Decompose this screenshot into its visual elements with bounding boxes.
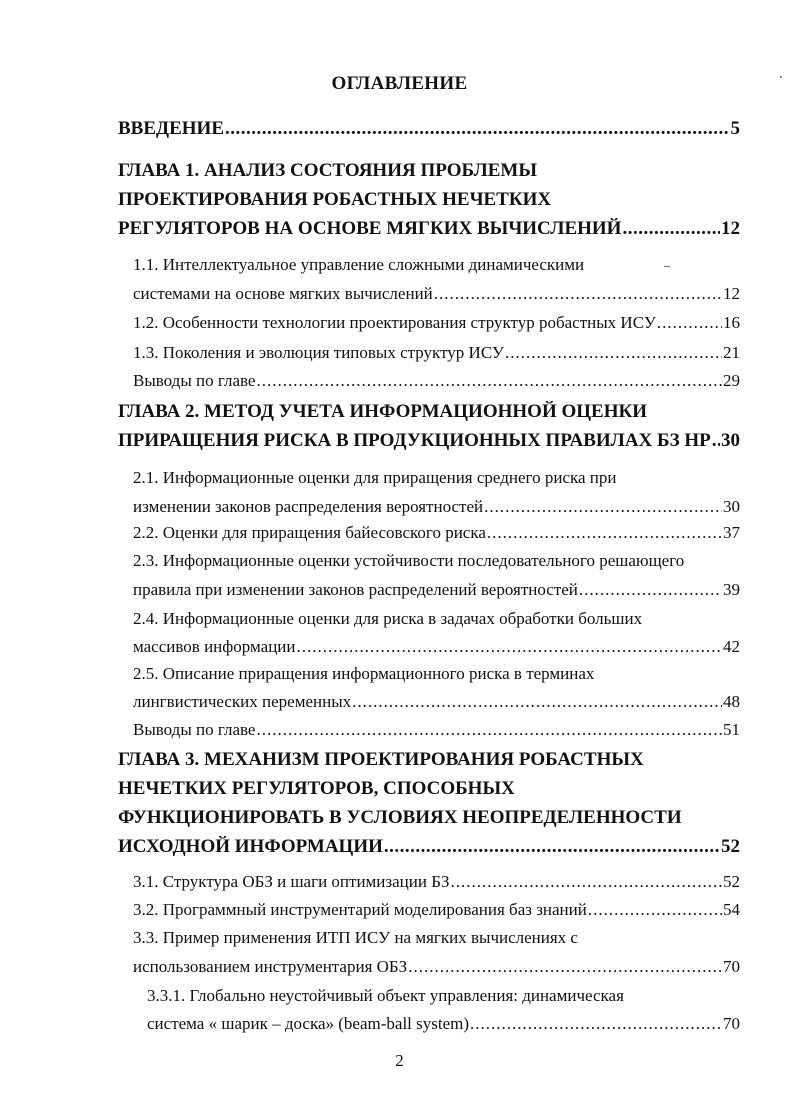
toc-entry-title: 2.4. Информационные оценки для риска в задачах обработки больших — [133, 609, 643, 628]
toc-entry-line — [118, 189, 740, 211]
toc-entry-title: 3.2. Программный инструментарий моделирования баз знаний — [133, 900, 587, 919]
dot-leader — [487, 523, 722, 543]
toc-entry-title: ИСХОДНОЙ ИНФОРМАЦИИ — [118, 836, 383, 857]
toc-entry — [118, 430, 740, 452]
toc-entry-title: ГЛАВА 1. АНАЛИЗ СОСТОЯНИЯ ПРОБЛЕМЫ — [118, 160, 538, 181]
toc-entry-title: 1.2. Особенности технологии проектирования структур робастных ИСУ — [133, 313, 656, 332]
dot-leader — [384, 836, 720, 858]
toc-entry-title: 1.3. Поколения и эволюция типовых структур ИСУ — [133, 343, 504, 362]
toc-entry-line — [133, 255, 740, 275]
toc-entry-title: система « шарик – доска» (beam-ball system) — [147, 1014, 470, 1033]
toc-entry-line — [118, 778, 740, 800]
toc-page-number: 37 — [723, 523, 740, 542]
toc-entry — [118, 836, 740, 858]
dot-leader — [470, 1014, 722, 1034]
toc-entry-line — [133, 664, 740, 684]
toc-entry-title: ФУНКЦИОНИРОВАТЬ В УСЛОВИЯХ НЕОПРЕДЕЛЕННОСТИ — [118, 807, 682, 828]
toc-page-number: 29 — [723, 371, 740, 390]
toc-entry-title: лингвистических переменных — [133, 692, 352, 711]
toc-page-number: 52 — [723, 872, 740, 891]
toc-entry-title: ПРОЕКТИРОВАНИЯ РОБАСТНЫХ НЕЧЕТКИХ — [118, 189, 552, 210]
toc-entry — [133, 580, 740, 600]
toc-entry-line — [147, 986, 740, 1006]
toc-entry-line — [133, 468, 740, 488]
toc-entry — [133, 720, 740, 740]
toc-entry-line — [118, 807, 740, 829]
dot-leader — [712, 430, 720, 452]
dot-leader — [450, 872, 722, 892]
toc-entry-title: изменении законов распределения вероятностей — [133, 497, 484, 516]
dot-leader — [297, 637, 723, 657]
toc-entry — [133, 872, 740, 892]
toc-entry-title: массивов информации — [133, 637, 296, 656]
toc-entry-title: 1.1. Интеллектуальное управление сложными динамическими — [133, 255, 585, 274]
toc-entry — [118, 118, 740, 140]
toc-page-number: 39 — [723, 580, 740, 599]
toc-page-number: 48 — [723, 692, 740, 711]
toc-entry — [133, 343, 740, 363]
toc-entry — [147, 1014, 740, 1034]
toc-page-number: 52 — [721, 836, 740, 857]
toc-entry-line — [133, 551, 740, 571]
toc-entry — [133, 497, 740, 517]
dot-leader — [256, 720, 722, 740]
toc-entry-line — [133, 928, 740, 948]
toc-entry — [133, 284, 740, 304]
toc-entry-title: 2.2. Оценки для приращения байесовского риска — [133, 523, 486, 542]
toc-page-number: 12 — [723, 284, 740, 303]
toc-entry-title: ВВЕДЕНИЕ — [118, 118, 224, 139]
toc-entry-title: ГЛАВА 2. МЕТОД УЧЕТА ИНФОРМАЦИОННОЙ ОЦЕНКИ — [118, 401, 648, 422]
toc-page-number: 12 — [721, 218, 740, 239]
dot-leader — [579, 580, 722, 600]
dot-leader — [434, 284, 722, 304]
dot-leader — [505, 343, 722, 363]
toc-entry — [133, 523, 740, 543]
toc-entry-title: Выводы по главе — [133, 371, 256, 390]
toc-entry — [133, 371, 740, 391]
page-title: ОГЛАВЛЕНИЕ — [331, 73, 468, 94]
toc-entry-title: Выводы по главе — [133, 720, 256, 739]
toc-entry-line — [133, 609, 740, 629]
toc-page-number: 51 — [723, 720, 740, 739]
toc-entry-line — [118, 401, 740, 423]
dot-leader — [408, 957, 722, 977]
toc-entry-line — [118, 160, 740, 182]
toc-entry-title: системами на основе мягких вычислений — [133, 284, 433, 303]
toc-page-number: 16 — [723, 313, 740, 332]
toc-page-number: 30 — [723, 497, 740, 516]
toc-page-number: 70 — [723, 1014, 740, 1033]
toc-page-number: 30 — [721, 430, 740, 451]
toc-page-number: 42 — [723, 637, 740, 656]
toc-entry-title: 3.3. Пример применения ИТП ИСУ на мягких вычислениях с — [133, 928, 578, 947]
toc-entry — [118, 218, 740, 240]
toc-entry-title: ПРИРАЩЕНИЯ РИСКА В ПРОДУКЦИОННЫХ ПРАВИЛАХ БЗ НР — [118, 430, 711, 451]
toc-entry — [133, 957, 740, 977]
page-number: 2 — [395, 1051, 404, 1070]
scan-speck — [780, 76, 782, 78]
dot-leader — [622, 218, 720, 240]
toc-entry-title: 2.5. Описание приращения информационного риска в терминах — [133, 664, 595, 683]
dot-leader — [657, 313, 722, 333]
toc-entry-title: 2.3. Информационные оценки устойчивости последовательного решающего — [133, 551, 685, 570]
toc-entry-title: правила при изменении законов распределений вероятностей — [133, 580, 578, 599]
toc-entry-title: 3.1. Структура ОБЗ и шаги оптимизации БЗ — [133, 872, 450, 891]
toc-entry — [133, 313, 740, 333]
toc-entry-title: НЕЧЕТКИХ РЕГУЛЯТОРОВ, СПОСОБНЫХ — [118, 778, 515, 799]
dot-leader — [484, 497, 722, 517]
toc-page-number: 5 — [730, 118, 740, 139]
toc-entry — [133, 637, 740, 657]
toc-entry-title: ГЛАВА 3. МЕХАНИЗМ ПРОЕКТИРОВАНИЯ РОБАСТНЫХ — [118, 749, 644, 770]
dot-leader — [352, 692, 722, 712]
toc-entry-title: 3.3.1. Глобально неустойчивый объект управления: динамическая — [147, 986, 624, 1005]
toc-entry-title: использованием инструментария ОБЗ — [133, 957, 408, 976]
dot-leader — [225, 118, 730, 140]
toc-entry-title: РЕГУЛЯТОРОВ НА ОСНОВЕ МЯГКИХ ВЫЧИСЛЕНИЙ — [118, 218, 622, 239]
dot-leader — [588, 900, 722, 920]
toc-page-number: 54 — [723, 900, 740, 919]
toc-page-number: 70 — [723, 957, 740, 976]
scan-mark — [664, 266, 670, 267]
toc-entry — [133, 900, 740, 920]
toc-entry-line — [118, 749, 740, 771]
toc-entry-title: 2.1. Информационные оценки для приращения среднего риска при — [133, 468, 617, 487]
toc-entry — [133, 692, 740, 712]
toc-page-number: 21 — [723, 343, 740, 362]
dot-leader — [256, 371, 722, 391]
